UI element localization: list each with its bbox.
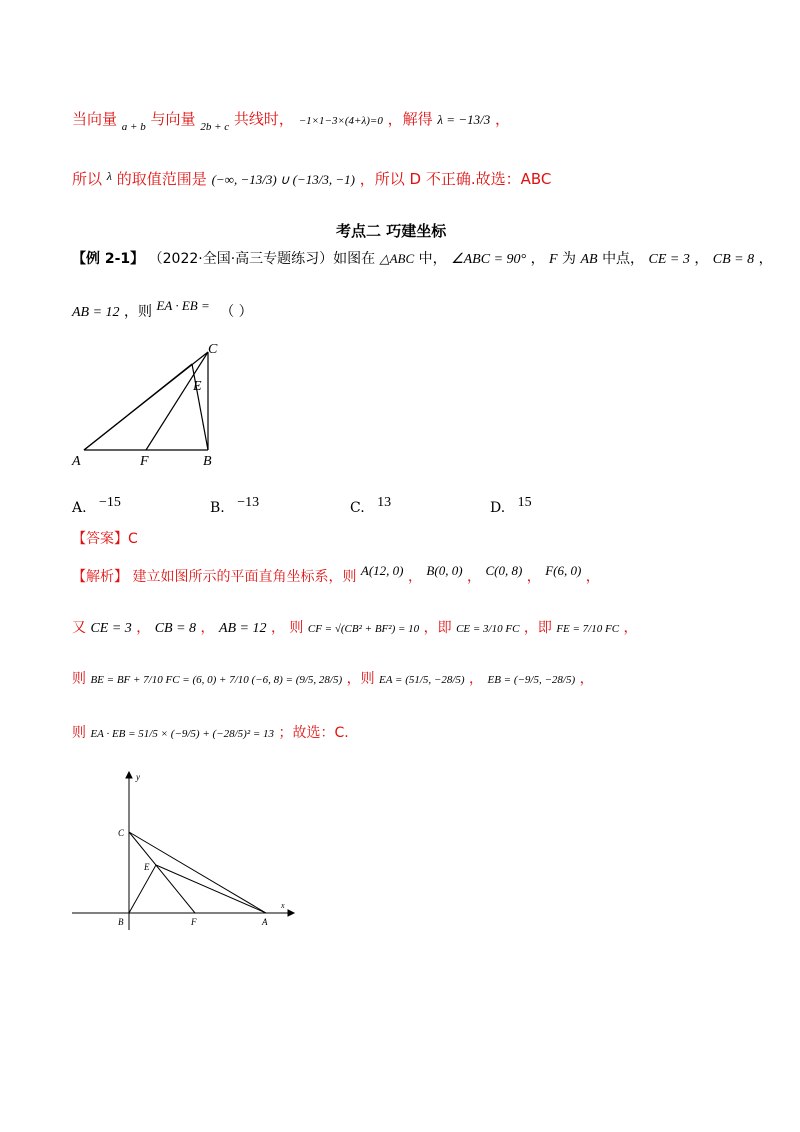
- example-source: （2022·全国·高三专题练习）如图在: [148, 251, 376, 267]
- example-text2: ，: [530, 251, 545, 267]
- final-dot-product: EA · EB = 51/5 × (−9/5) + (−28/5)² = 13: [90, 728, 275, 740]
- line-collinear: [72, 108, 510, 133]
- label-e: E: [193, 379, 202, 394]
- option-a-letter: A.: [72, 500, 87, 516]
- line1-mid2: 共线时，: [233, 110, 294, 128]
- answer-line: 【答案】C: [72, 531, 138, 547]
- ab-12: AB = 12: [218, 621, 267, 636]
- analysis-line-2: [72, 617, 638, 637]
- x-axis-arrow: [288, 910, 294, 916]
- label-c2: C: [118, 828, 125, 838]
- example-text1: 中，: [418, 251, 447, 267]
- line2-tail: ，所以 D 不正确.故选：ABC: [359, 170, 552, 188]
- section-title: 考点二 巧建坐标: [336, 222, 447, 240]
- segment-ca: [129, 832, 266, 913]
- label-y: y: [136, 772, 140, 782]
- triangle-abc: △ABC: [379, 251, 415, 266]
- vector-2b-plus-c: 2b + c: [200, 121, 230, 133]
- sep-4: ，: [585, 569, 600, 585]
- option-c-letter: C.: [350, 500, 365, 516]
- sep-7: ，: [270, 620, 285, 636]
- that-is-1: ，即: [423, 620, 452, 636]
- fe-ratio: FE = 7/10 FC: [556, 623, 620, 635]
- that-is-2: ，即: [523, 620, 552, 636]
- line2-prefix-you: 又: [72, 620, 86, 636]
- example-text4: 中点，: [602, 251, 645, 267]
- then-4: 则: [72, 725, 86, 741]
- analysis-line-1: [72, 563, 600, 586]
- example-comma: ，: [694, 251, 709, 267]
- option-c[interactable]: [350, 495, 391, 516]
- option-a-value: −15: [99, 495, 121, 510]
- line1-solve: ，解得: [387, 110, 433, 128]
- sep-3: ，: [526, 569, 541, 585]
- sep-9: ，: [579, 671, 594, 687]
- analysis-line-4: [72, 722, 349, 742]
- sep-6: ，: [200, 620, 215, 636]
- option-b-letter: B.: [210, 500, 225, 516]
- sep-2: ，: [466, 569, 481, 585]
- triangle-figure: [68, 340, 228, 470]
- tail-2: ，: [623, 620, 638, 636]
- answer-blank: （ ）: [220, 304, 253, 320]
- lambda-range: (−∞, −13/3) ∪ (−13/3, −1): [211, 172, 355, 187]
- line1-mid: 与向量: [150, 110, 196, 128]
- sep-8: ，: [469, 671, 484, 687]
- segment-cf: [129, 832, 195, 913]
- cf-length: CF = √(CB² + BF²) = 10: [307, 623, 420, 635]
- label-b: B: [203, 454, 212, 469]
- lambda-value: λ = −13/3: [437, 112, 491, 127]
- label-a: A: [72, 454, 81, 469]
- option-d[interactable]: [490, 495, 532, 516]
- example-question: [72, 248, 773, 268]
- line-range: [72, 168, 551, 189]
- lambda-symbol: λ: [106, 169, 112, 183]
- example-text5: ，则: [124, 304, 153, 320]
- segment-ae: [84, 364, 192, 450]
- line2-prefix: 所以: [72, 170, 103, 188]
- be-vector: BE = BF + 7/10 FC = (6, 0) + 7/10 (−6, 8) = (9/5, 28/5): [90, 674, 343, 686]
- option-b[interactable]: [210, 495, 259, 516]
- vector-a-plus-b: a + b: [121, 121, 146, 133]
- example-tag: 【例 2-1】: [72, 251, 145, 267]
- dot-product-ea-eb: EA · EB =: [156, 298, 210, 313]
- example-comma2: ，: [758, 251, 773, 267]
- line2-mid: 的取值范围是: [116, 170, 207, 188]
- then-2: 则: [72, 671, 86, 687]
- label-f2: F: [191, 917, 197, 927]
- point-f-coords: F(6, 0): [545, 563, 582, 578]
- option-b-value: −13: [237, 495, 260, 510]
- line1-tail: ，: [495, 110, 511, 128]
- point-b-coords: B(0, 0): [426, 563, 463, 578]
- ea-vector: EA = (51/5, −28/5): [379, 674, 465, 686]
- point-f: F: [549, 252, 558, 267]
- segment-ab: AB: [580, 252, 598, 267]
- then-3: ，则: [346, 671, 375, 687]
- label-b2: B: [118, 917, 124, 927]
- ce-3: CE = 3: [90, 621, 132, 636]
- label-e2: E: [144, 862, 150, 872]
- sep-1: ，: [407, 569, 422, 585]
- segment-ea: [156, 865, 266, 913]
- option-c-value: 13: [377, 495, 392, 510]
- length-ab: AB = 12: [72, 305, 120, 320]
- option-d-letter: D.: [490, 500, 506, 516]
- ce-ratio: CE = 3/10 FC: [456, 623, 520, 635]
- label-f: F: [140, 454, 149, 469]
- analysis-line-3: [72, 668, 594, 688]
- length-ce: CE = 3: [648, 252, 690, 267]
- length-cb: CB = 8: [712, 252, 755, 267]
- sep-5: ，: [136, 620, 151, 636]
- analysis-text: 建立如图所示的平面直角坐标系，则: [132, 569, 357, 585]
- point-a-coords: A(12, 0): [360, 563, 404, 578]
- then-1: 则: [289, 620, 304, 636]
- cb-8: CB = 8: [154, 621, 197, 636]
- label-a2: A: [262, 917, 268, 927]
- label-c: C: [208, 342, 218, 357]
- option-d-value: 15: [517, 495, 532, 510]
- collinear-equation: −1×1−3×(4+λ)=0: [298, 115, 383, 127]
- segment-eb: [129, 865, 156, 913]
- segment-eb: [192, 364, 208, 450]
- point-c-coords: C(0, 8): [485, 563, 523, 578]
- example-question-2: [72, 298, 253, 321]
- line1-prefix: 当向量: [72, 110, 118, 128]
- eb-vector: EB = (−9/5, −28/5): [487, 674, 576, 686]
- option-a[interactable]: [72, 495, 121, 516]
- example-text3: 为: [562, 251, 577, 267]
- final-tail: ；故选：C.: [278, 725, 349, 741]
- y-axis-arrow: [126, 772, 132, 778]
- label-x: x: [281, 901, 285, 910]
- angle-abc: ∠ABC = 90°: [451, 252, 527, 267]
- analysis-label: 【解析】: [72, 569, 128, 585]
- coordinate-figure: [66, 770, 296, 935]
